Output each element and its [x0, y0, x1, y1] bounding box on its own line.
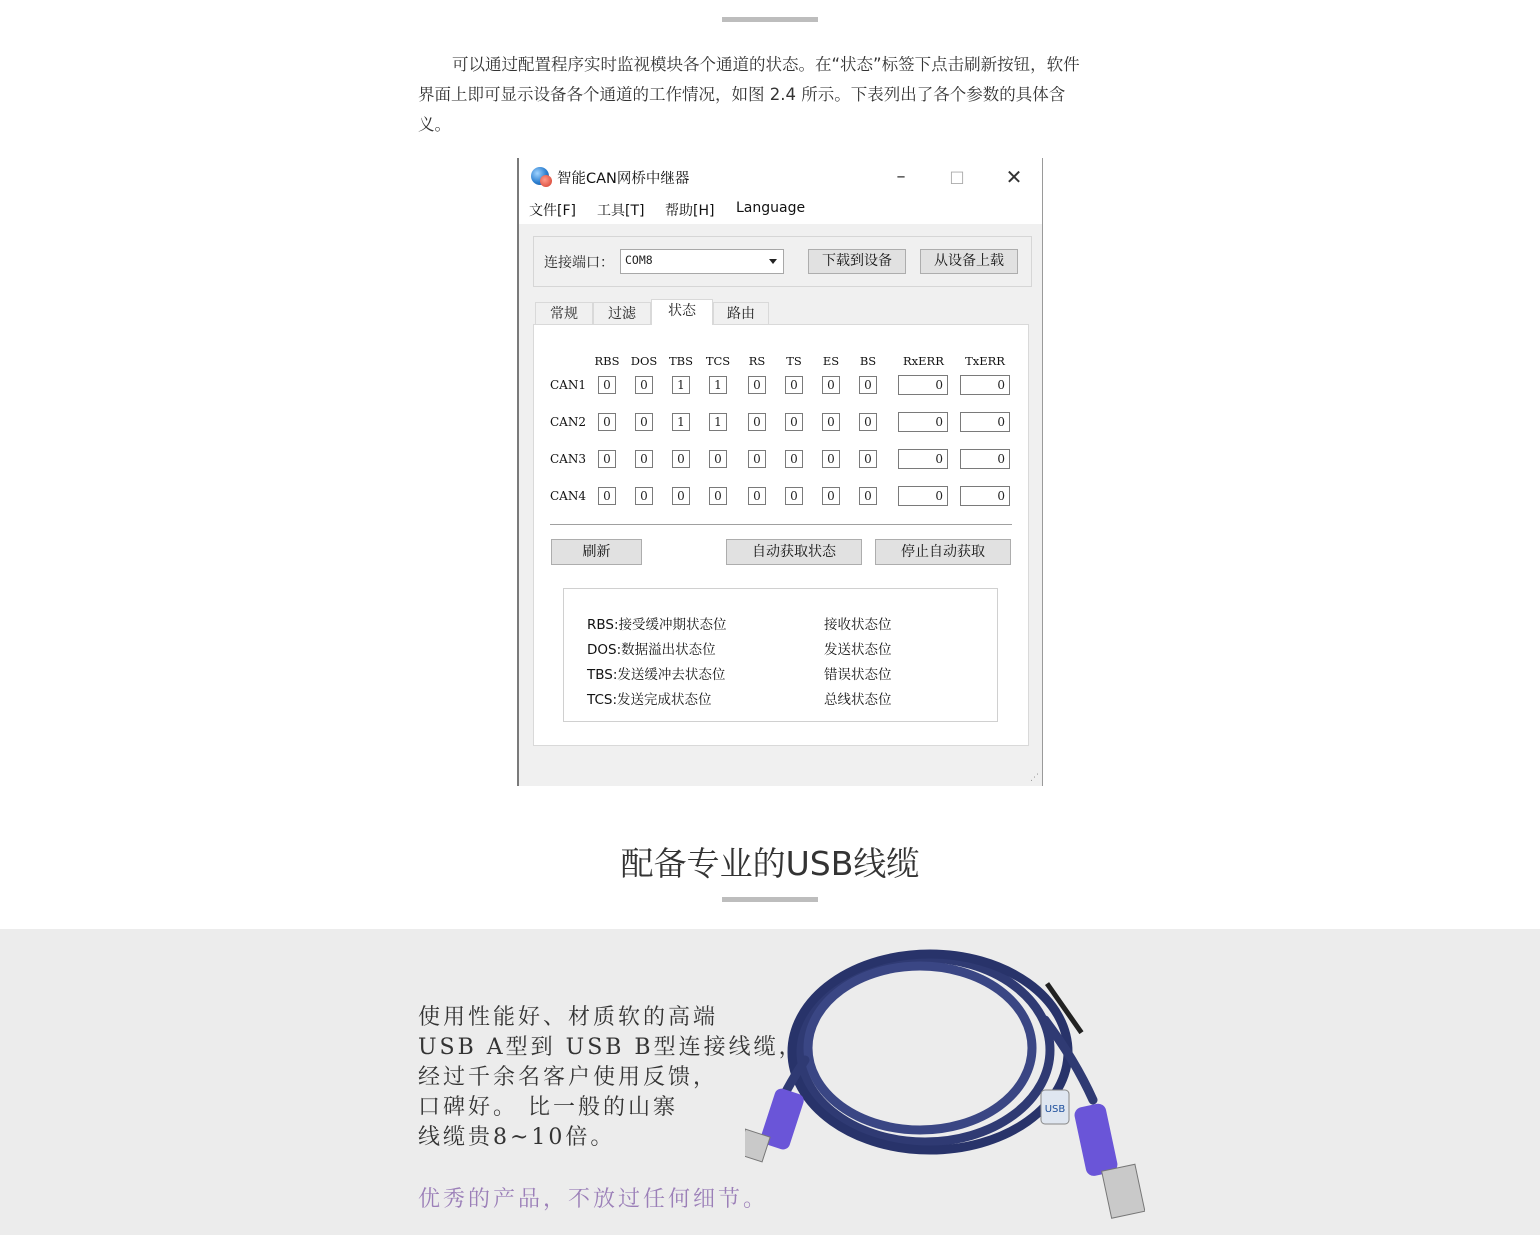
status-bit-ts: 0	[785, 487, 803, 505]
legend-bs: 总线状态位	[824, 692, 892, 708]
legend-ts: 发送状态位	[824, 642, 892, 658]
menu-tools[interactable]: 工具[T]	[597, 203, 645, 219]
usb-line-3: 经过千余名客户使用反馈，	[418, 1065, 719, 1090]
row-label-can1: CAN1	[550, 378, 586, 392]
status-bit-tcs: 0	[709, 450, 727, 468]
legend-rbs: RBS:接受缓冲期状态位	[587, 617, 727, 633]
legend-dos: DOS:数据溢出状态位	[587, 642, 716, 658]
usb-label-tag	[1041, 1090, 1069, 1124]
tab-filter[interactable]: 过滤	[593, 302, 651, 324]
port-label: 连接端口：	[544, 255, 614, 271]
usb-line-4: 口碑好。 比一般的山寨	[418, 1095, 678, 1120]
download-to-device-button[interactable]: 下载到设备	[808, 249, 906, 274]
row-label-can3: CAN3	[550, 452, 586, 466]
status-bit-es: 0	[822, 376, 840, 394]
usb-label-text: USB	[1044, 1104, 1066, 1115]
status-bit-rbs: 0	[598, 487, 616, 505]
intro-line-1: 可以通过配置程序实时监视模块各个通道的状态。在“状态”标签下点击刷新按钮，软件	[452, 55, 1080, 74]
auto-fetch-button[interactable]: 自动获取状态	[726, 539, 862, 565]
status-panel	[533, 324, 1029, 746]
status-bit-bs: 0	[859, 450, 877, 468]
menu-file[interactable]: 文件[F]	[529, 203, 576, 219]
status-bit-rs: 0	[748, 450, 766, 468]
usb-tagline: 优秀的产品，不放过任何细节。	[418, 1187, 769, 1212]
app-globe-icon	[531, 167, 549, 185]
row-label-can4: CAN4	[550, 489, 586, 503]
legend-tbs: TBS:发送缓冲去状态位	[587, 667, 726, 683]
tx-error-counter: 0	[960, 375, 1010, 395]
usb-a-plug	[1073, 1102, 1145, 1218]
port-select[interactable]	[620, 249, 784, 274]
status-bit-tcs: 1	[709, 376, 727, 394]
stop-auto-fetch-button[interactable]: 停止自动获取	[875, 539, 1011, 565]
usb-cable-image	[745, 940, 1145, 1230]
status-bit-dos: 0	[635, 413, 653, 431]
minimize-button[interactable]: –	[896, 166, 906, 187]
top-divider	[722, 17, 818, 22]
status-bit-es: 0	[822, 413, 840, 431]
upload-from-device-button[interactable]: 从设备上载	[920, 249, 1018, 274]
col-header-tcs: TCS	[705, 354, 731, 368]
tab-general[interactable]: 常规	[535, 302, 593, 324]
status-bit-ts: 0	[785, 450, 803, 468]
intro-line-3: 义。	[418, 115, 451, 134]
status-bit-dos: 0	[635, 376, 653, 394]
status-bit-tcs: 0	[709, 487, 727, 505]
maximize-button[interactable]: □	[949, 167, 965, 186]
status-bit-rs: 0	[748, 413, 766, 431]
usb-line-1: 使用性能好、材质软的高端	[418, 1005, 719, 1030]
status-bit-bs: 0	[859, 376, 877, 394]
usb-line-2: USB A型到 USB B型连接线缆，	[418, 1035, 804, 1060]
col-header-es: ES	[822, 354, 840, 368]
status-bit-rbs: 0	[598, 413, 616, 431]
status-bit-rbs: 0	[598, 376, 616, 394]
tx-error-counter: 0	[960, 486, 1010, 506]
intro-line-2: 界面上即可显示设备各个通道的工作情况，如图 2.4 所示。下表列出了各个参数的具体含	[418, 85, 1066, 104]
status-bit-tbs: 0	[672, 450, 690, 468]
section-divider	[722, 897, 818, 902]
col-header-dos: DOS	[630, 354, 658, 368]
status-bit-bs: 0	[859, 413, 877, 431]
status-bit-dos: 0	[635, 450, 653, 468]
col-header-rs: RS	[748, 354, 766, 368]
legend-box	[563, 588, 998, 722]
intro-paragraph	[418, 50, 1110, 140]
rx-error-counter: 0	[898, 449, 948, 469]
window-title: 智能CAN网桥中继器	[557, 171, 690, 187]
port-value: COM8	[625, 253, 653, 267]
status-bit-bs: 0	[859, 487, 877, 505]
refresh-button[interactable]: 刷新	[551, 539, 642, 565]
tx-error-counter: 0	[960, 449, 1010, 469]
separator	[550, 524, 1012, 525]
menu-help[interactable]: 帮助[H]	[665, 203, 715, 219]
chevron-down-icon	[769, 259, 777, 264]
status-bit-rs: 0	[748, 487, 766, 505]
status-bit-tbs: 1	[672, 376, 690, 394]
legend-rs: 接收状态位	[824, 617, 892, 633]
status-bit-ts: 0	[785, 413, 803, 431]
menu-language[interactable]: Language	[736, 200, 806, 216]
title-bar	[519, 158, 1042, 196]
legend-es: 错误状态位	[824, 667, 892, 683]
menu-bar	[519, 196, 1042, 224]
rx-error-counter: 0	[898, 486, 948, 506]
close-button[interactable]: ✕	[1005, 165, 1023, 189]
col-header-txerr: TxERR	[965, 354, 1005, 368]
status-bit-tcs: 1	[709, 413, 727, 431]
legend-tcs: TCS:发送完成状态位	[587, 692, 712, 708]
section-title: 配备专业的USB线缆	[620, 844, 920, 883]
status-bit-ts: 0	[785, 376, 803, 394]
status-bit-rs: 0	[748, 376, 766, 394]
status-bit-dos: 0	[635, 487, 653, 505]
col-header-rbs: RBS	[594, 354, 620, 368]
col-header-rxerr: RxERR	[903, 354, 944, 368]
status-bit-es: 0	[822, 487, 840, 505]
col-header-tbs: TBS	[669, 354, 693, 368]
tab-status[interactable]: 状态	[651, 299, 713, 325]
tx-error-counter: 0	[960, 412, 1010, 432]
rx-error-counter: 0	[898, 375, 948, 395]
connection-group	[533, 236, 1032, 287]
row-label-can2: CAN2	[550, 415, 586, 429]
rx-error-counter: 0	[898, 412, 948, 432]
status-bit-es: 0	[822, 450, 840, 468]
status-bit-tbs: 0	[672, 487, 690, 505]
usb-b-plug	[745, 1087, 806, 1162]
col-header-ts: TS	[786, 354, 802, 368]
usb-line-5: 线缆贵8~10倍。	[418, 1125, 616, 1150]
tab-routing[interactable]: 路由	[713, 302, 769, 324]
col-header-bs: BS	[859, 354, 877, 368]
status-bit-tbs: 1	[672, 413, 690, 431]
app-window	[517, 158, 1043, 786]
status-bit-rbs: 0	[598, 450, 616, 468]
resize-grip-icon[interactable]: ⋰	[1030, 773, 1038, 783]
